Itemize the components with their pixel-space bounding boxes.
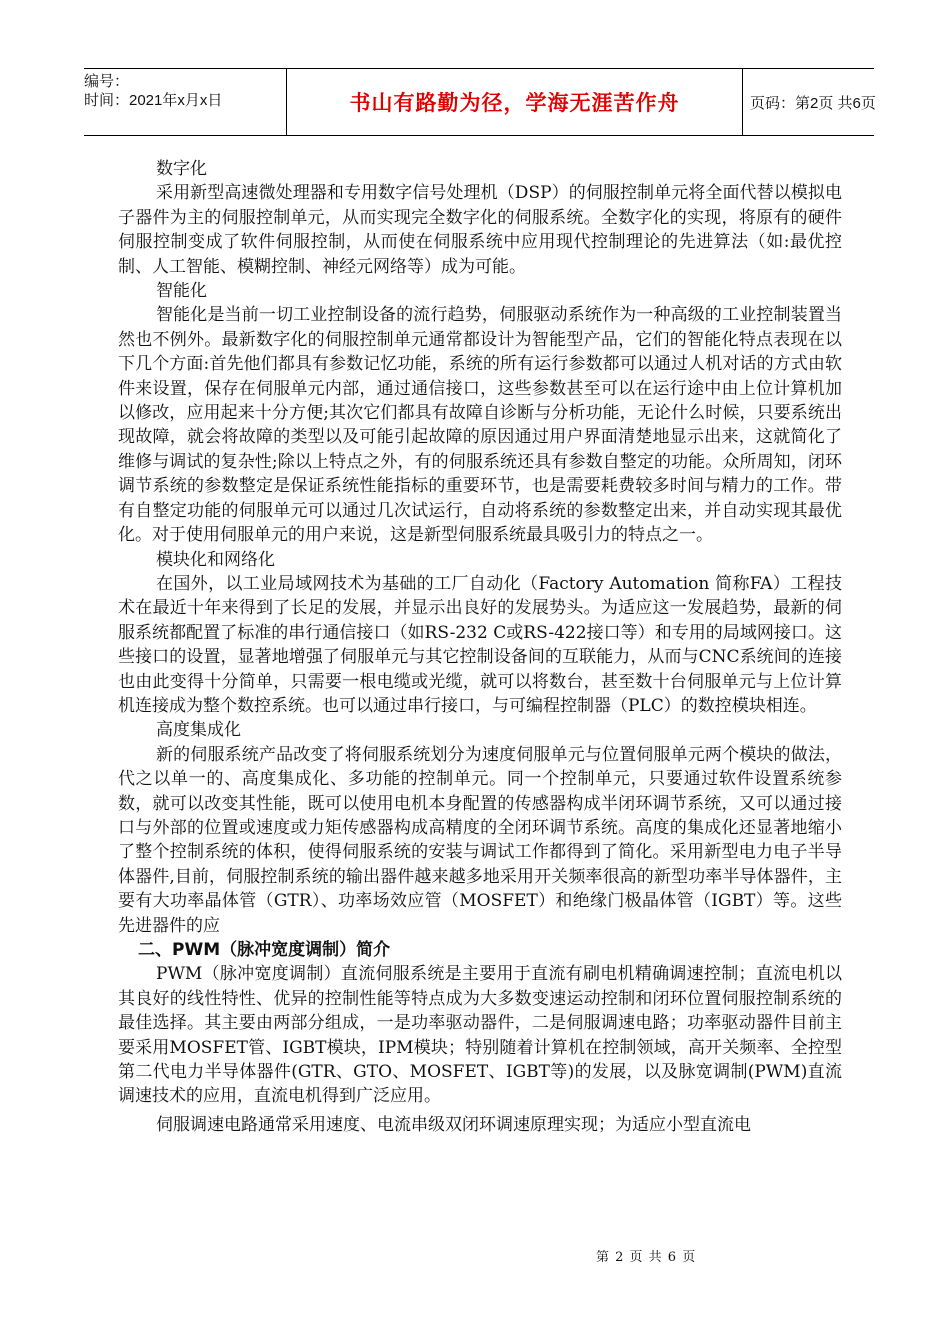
page-info-text: 页码：第2页 共6页	[750, 94, 876, 112]
time-label: 时间：2021年x月x日	[84, 92, 223, 109]
page-header	[84, 68, 874, 136]
footer-page-number: 第 2 页 共 6 页	[596, 1250, 697, 1265]
paragraph-integration: 新的伺服系统产品改变了将伺服系统划分为速度伺服单元与位置伺服单元两个模块的做法，代之以单一的、高度集成化、多功能的控制单元。同一个控制单元，只要通过软件设置系统参数，就可以改变其性能，既可以使用电机本身配置的传感器构成半闭环调节系统，又可以通过接口与外部的位置或速度或力矩传感器构成高精度的全闭环调节系统。高度的集成化还显著地缩小了整个控制系统的体积，使得伺服系统的安装与调试工作都得到了简化。采用新型电力电子半导体器件,目前，伺服控制系统的输出器件越来越多地采用开关频率很高的新型功率半导体器件，主要有大功率晶体管（GTR）、功率场效应管（MOSFET）和绝缘门极晶体管（IGBT）等。这些先进器件的应	[118, 744, 842, 936]
motto-text: 书山有路勤为径，学海无涯苦作舟	[349, 91, 680, 115]
subheading-digital: 数字化	[156, 159, 207, 179]
paragraph-intelligent: 智能化是当前一切工业控制设备的流行趋势，伺服驱动系统作为一种高级的工业控制装置当然也不例外。最新数字化的伺服控制单元通常都设计为智能型产品，它们的智能化特点表现在以下几个方面:首先他们都具有参数记忆功能，系统的所有运行参数都可以通过人机对话的方式由软件来设置，保存在伺服单元内部，通过通信接口，这些参数甚至可以在运行途中由上位计算机加以修改，应用起来十分方便;其次它们都具有故障自诊断与分析功能，无论什么时候，只要系统出现故障，就会将故障的类型以及可能引起故障的原因通过用户界面清楚地显示出来，这就简化了维修与调试的复杂性;除以上特点之外，有的伺服系统还具有参数自整定的功能。众所周知，闭环调节系统的参数整定是保证系统性能指标的重要环节，也是需要耗费较多时间与精力的工作。带有自整定功能的伺服单元可以通过几次试运行，自动将系统的参数整定出来，并自动实现其最优化。对于使用伺服单元的用户来说，这是新型伺服系统最具吸引力的特点之一。	[118, 305, 842, 546]
header-motto-cell	[286, 69, 743, 135]
paragraph-digital: 采用新型高速微处理器和专用数字信号处理机（DSP）的伺服控制单元将全面代替以模拟电子器件为主的伺服控制单元，从而实现完全数字化的伺服系统。全数字化的实现，将原有的硬件伺服控制变成了软件伺服控制，从而使在伺服系统中应用现代控制理论的先进算法（如:最优控制、人工智能、模糊控制、神经元网络等）成为可能。	[118, 183, 842, 277]
section-heading-pwm: 二、PWM（脉冲宽度调制）简介	[138, 940, 391, 960]
subheading-intelligent: 智能化	[156, 281, 207, 302]
document-body	[118, 157, 842, 1137]
number-label: 编号：	[84, 73, 130, 90]
subheading-integration: 高度集成化	[156, 720, 241, 741]
paragraph-modular: 在国外，以工业局域网技术为基础的工厂自动化（Factory Automation 简称FA）工程技术在最近十年来得到了长足的发展，并显示出良好的发展势头。为适应这一发展趋势，最新的伺服系统都配置了标准的串行通信接口（如RS-232 C或RS-422接口等）和专用的局域网接口。这些接口的设置，显著地增强了伺服单元与其它控制设备间的互联能力，从而与CNC系统间的连接也由此变得十分简单，只需要一根电缆或光缆，就可以将数台，甚至数十台伺服单元与上位计算机连接成为整个数控系统。也可以通过串行接口，与可编程控制器（PLC）的数控模块相连。	[118, 573, 842, 716]
paragraph-servo: 伺服调速电路通常采用速度、电流串级双闭环调速原理实现；为适应小型直流电	[156, 1114, 751, 1135]
header-page-info	[742, 69, 874, 135]
page-footer	[596, 1246, 696, 1265]
subheading-modular: 模块化和网络化	[156, 549, 275, 570]
paragraph-pwm: PWM（脉冲宽度调制）直流伺服系统是主要用于直流有刷电机精确调速控制；直流电机以其良好的线性特性、优异的控制性能等特点成为大多数变速运动控制和闭环位置伺服控制系统的最佳选择。其主要由两部分组成，一是功率驱动器件，二是伺服调速电路；功率驱动器件目前主要采用MOSFET管、IGBT模块，IPM模块；特别随着计算机在控制领域，高开关频率、全控型第二代电力半导体器件(GTR、GTO、MOSFET、IGBT等)的发展，以及脉宽调制(PWM)直流调速技术的应用，直流电机得到广泛应用。	[118, 964, 842, 1107]
header-left	[84, 69, 286, 138]
